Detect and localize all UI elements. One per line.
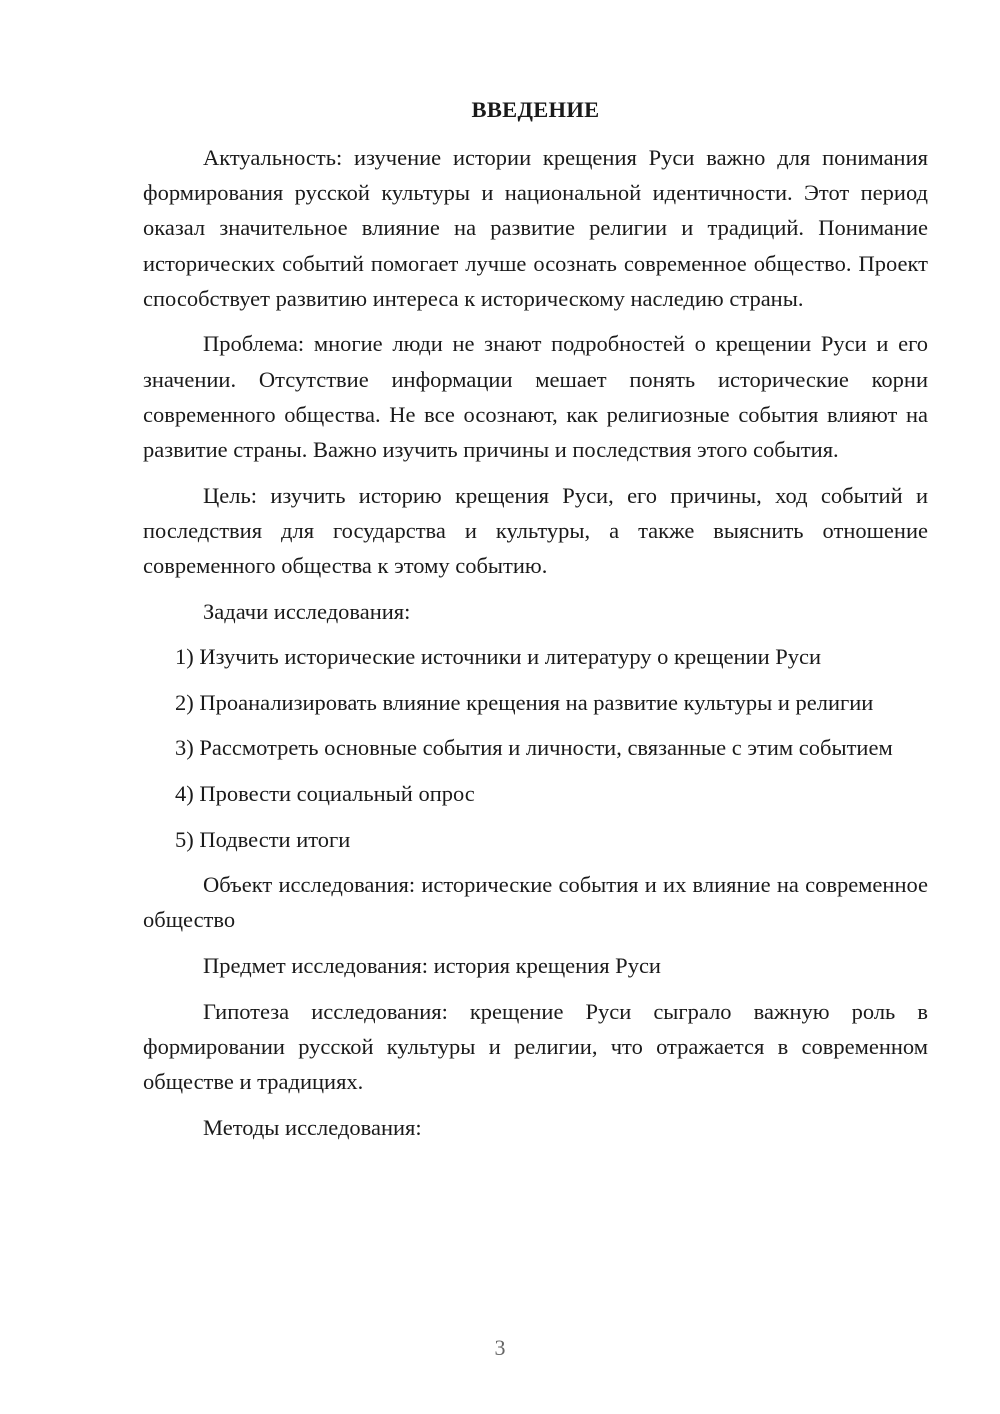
page-content — [143, 92, 928, 1145]
task-item-1: 1) Изучить исторические источники и литературу о крещении Руси — [175, 644, 822, 670]
page-title: ВВЕДЕНИЕ — [471, 97, 600, 122]
paragraph-problem: Проблема: многие люди не знают подробностей о крещении Руси и его значении. Отсутствие информации мешает понять исторические корни современного общества. Не все осознают, как религиозные события влияют на развитие страны. Важно изучить причины и последствия этого события. — [143, 331, 928, 463]
page-number: 3 — [494, 1335, 506, 1360]
task-item-4: 4) Провести социальный опрос — [175, 780, 475, 806]
paragraph-subject: Предмет исследования: история крещения Руси — [203, 952, 661, 978]
paragraph-relevance: Актуальность: изучение истории крещения Руси важно для понимания формирования русской культуры и национальной идентичности. Этот период оказал значительное влияние на развитие религии и традиций. Понимание исторических событий помогает лучше осознать современное общество. Проект способствует развитию интереса к историческому наследию страны. — [143, 145, 928, 311]
paragraph-hypothesis: Гипотеза исследования: крещение Руси сыграло важную роль в формировании русской культуры и религии, что отражается в современном обществе и традициях. — [143, 998, 928, 1094]
paragraph-tasks-heading: Задачи исследования: — [203, 598, 411, 624]
task-item-3: 3) Рассмотреть основные события и личности, связанные с этим событием — [175, 735, 893, 761]
task-item-2: 2) Проанализировать влияние крещения на развитие культуры и религии — [175, 689, 874, 715]
paragraph-goal: Цель: изучить историю крещения Руси, его причины, ход событий и последствия для государства и культуры, а также выяснить отношение современного общества к этому событию. — [143, 482, 928, 579]
task-item-5: 5) Подвести итоги — [175, 826, 351, 852]
paragraph-methods: Методы исследования: — [203, 1114, 422, 1140]
paragraph-object: Объект исследования: исторические события и их влияние на современное общество — [143, 872, 928, 933]
